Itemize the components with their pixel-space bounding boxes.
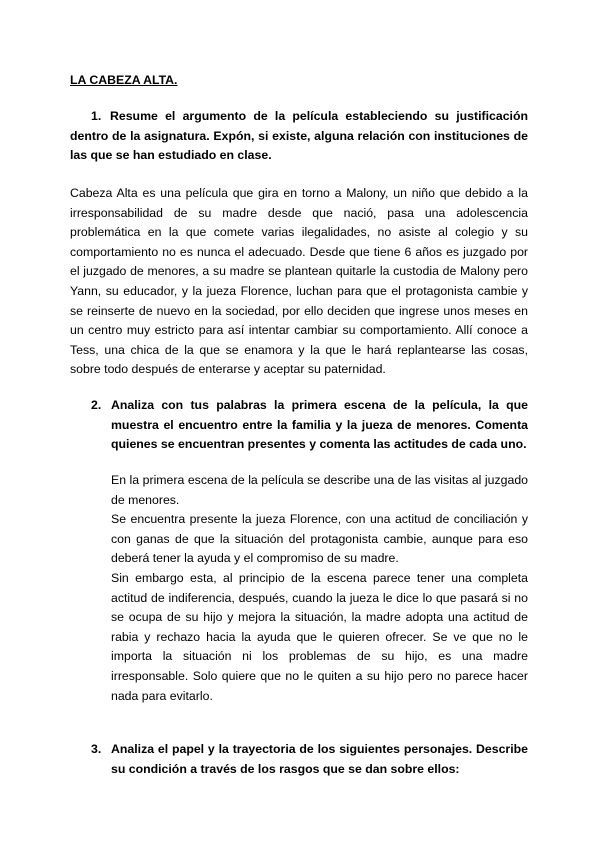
question-number: 2. [91,398,102,412]
answer-paragraph: En la primera escena de la película se describe una de las visitas al juzgado de menores. [111,473,528,507]
answer-paragraph: Se encuentra presente la jueza Florence, con una actitud de conciliación y con ganas de que la situación del protagonista cambie, aunque para eso deberá tener la ayuda y el compromiso de su madre. [111,512,528,566]
question-1 [70,107,528,166]
answer-paragraph: Cabeza Alta es una película que gira en torno a Malony, un niño que debido a la irresponsabilidad de su madre desde que nació, pasa una adolescencia problemática en la que comete varias ilegalidades, no asiste al colegio y su comportamiento no es nunca el adecuado. Desde que tiene 6 años es juzgado por el juzgado de menores, a su madre se plantean quitarle la custodia de Malony pero Yann, su educador, y la jueza Florence, luchan para que el protagonista cambie y se reinserte de nuevo en la sociedad, por ello deciden que ingrese unos meses en un centro muy estricto para así intentar cambiar su comportamiento. Allí conoce a Tess, una chica de la que se enamora y la que le hará replantearse las cosas, sobre todo después de enterarse y aceptar su paternidad. [70,186,528,377]
question-text: Resume el argumento de la película estableciendo su justificación dentro de la asignatura. Expón, si existe, alguna relación con instituciones de las que se han estudiado en clase. [70,109,528,163]
document-title: LA CABEZA ALTA. [70,73,178,87]
question-text: Analiza el papel y la trayectoria de los siguientes personajes. Describe su condición a través de los rasgos que se dan sobre ellos: [111,742,528,776]
question-number: 1. [91,109,102,123]
answer-paragraph: Sin embargo esta, al principio de la escena parece tener una completa actitud de indiferencia, después, cuando la jueza le dice lo que pasará si no se ocupa de su hijo y mejora la situación, la madre adopta una actitud de rabia y rechazo hacia la ayuda que le quieren ofrecer. Se ve que no le importa la situación ni los problemas de su hijo, es una madre irresponsable. Solo quiere que no le quiten a su hijo pero no parece hacer nada para evitarlo. [111,570,528,703]
question-number: 3. [91,742,102,756]
question-3 [91,740,528,779]
answer-2 [111,471,528,706]
question-2 [91,396,528,455]
question-text: Analiza con tus palabras la primera escena de la película, la que muestra el encuentro entre la familia y la jueza de menores. Comenta quienes se encuentran presentes y comenta las actitudes de cada uno. [111,398,528,452]
answer-1 [70,184,528,380]
